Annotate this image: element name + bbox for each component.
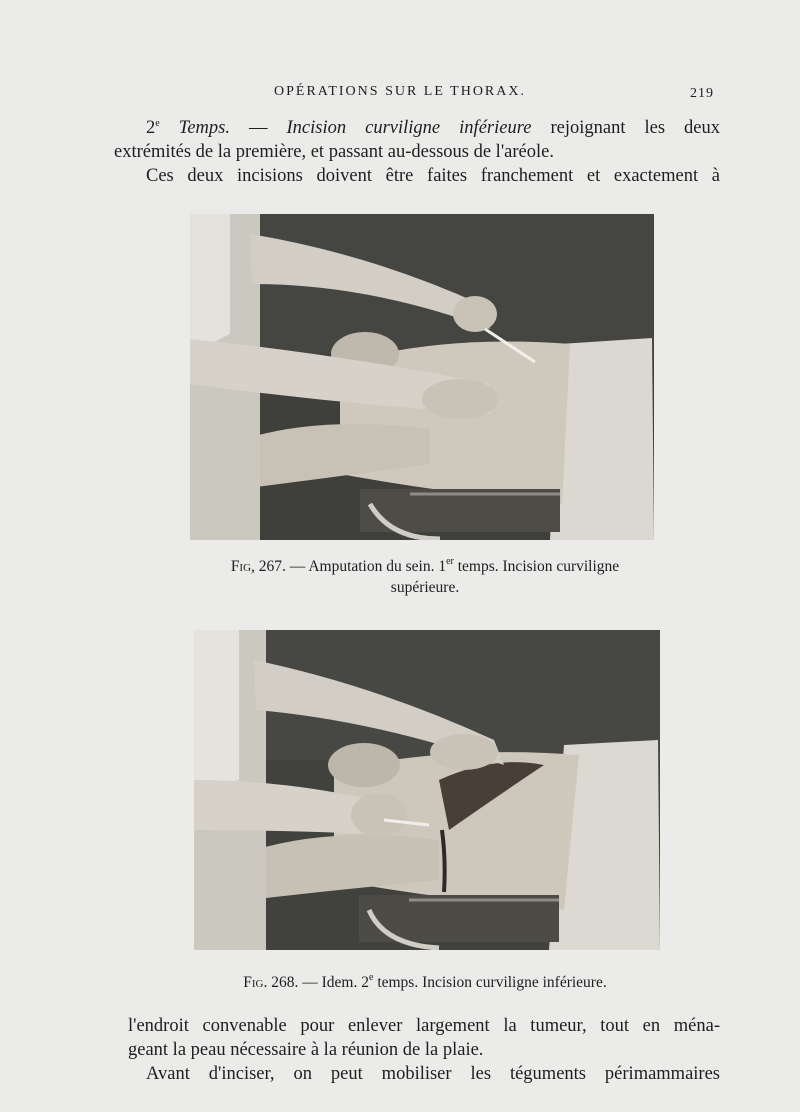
page-number: 219 (690, 86, 714, 101)
figure-267-caption-text: — Amputation du sein. 1 (285, 558, 447, 575)
paragraph-1-line-2: extrémités de la première, et passant au-dessous de l'aréole. (114, 142, 554, 162)
incision-name: Incision curviligne inférieure (286, 118, 532, 138)
page-header (0, 84, 800, 106)
surgery-photo-1 (190, 214, 654, 540)
figure-268-label: Fig. 268. (243, 974, 299, 991)
figure-267-caption (180, 556, 670, 598)
paragraph-2-line-1: Ces deux incisions doivent être faites franchement et exactement à (146, 166, 720, 186)
figure-268-photo (194, 630, 660, 950)
surgery-photo-2 (194, 630, 660, 950)
figure-268-caption-line-1 (180, 972, 670, 993)
paragraph-1-rest: rejoignant les deux (531, 118, 721, 138)
figure-267-caption-line-1 (180, 556, 670, 577)
figure-268-caption (180, 972, 670, 993)
figure-267-photo (190, 214, 654, 540)
bottom-line-2: geant la peau nécessaire à la réunion de la plaie. (128, 1040, 484, 1060)
paragraph-1-line-1 (114, 116, 720, 140)
bottom-line-3: Avant d'inciser, on peut mobiliser les téguments périmammaires (146, 1064, 720, 1084)
figure-267-label: Fig, 267. (230, 558, 286, 575)
step-label: Temps. (159, 118, 230, 138)
step-ordinal: e (155, 118, 160, 129)
bottom-paragraphs (114, 1014, 720, 1086)
top-paragraphs (114, 116, 720, 188)
dash: — (229, 118, 287, 138)
figure-267-caption-text-rest: temps. Incision curviligne (453, 558, 620, 575)
bottom-line-1: l'endroit convenable pour enlever largement la tumeur, tout en ména- (128, 1016, 720, 1036)
step-number: 2 (146, 118, 156, 138)
figure-268-caption-text: — Idem. 2 (298, 974, 369, 991)
running-title: OPÉRATIONS SUR LE THORAX. (274, 84, 526, 99)
figure-267-caption-line-2: supérieure. (390, 579, 460, 596)
figure-267-ordinal: er (446, 556, 454, 567)
figure-268-ordinal: e (368, 972, 374, 983)
figure-268-caption-text-rest: temps. Incision curviligne inférieure. (373, 974, 607, 991)
